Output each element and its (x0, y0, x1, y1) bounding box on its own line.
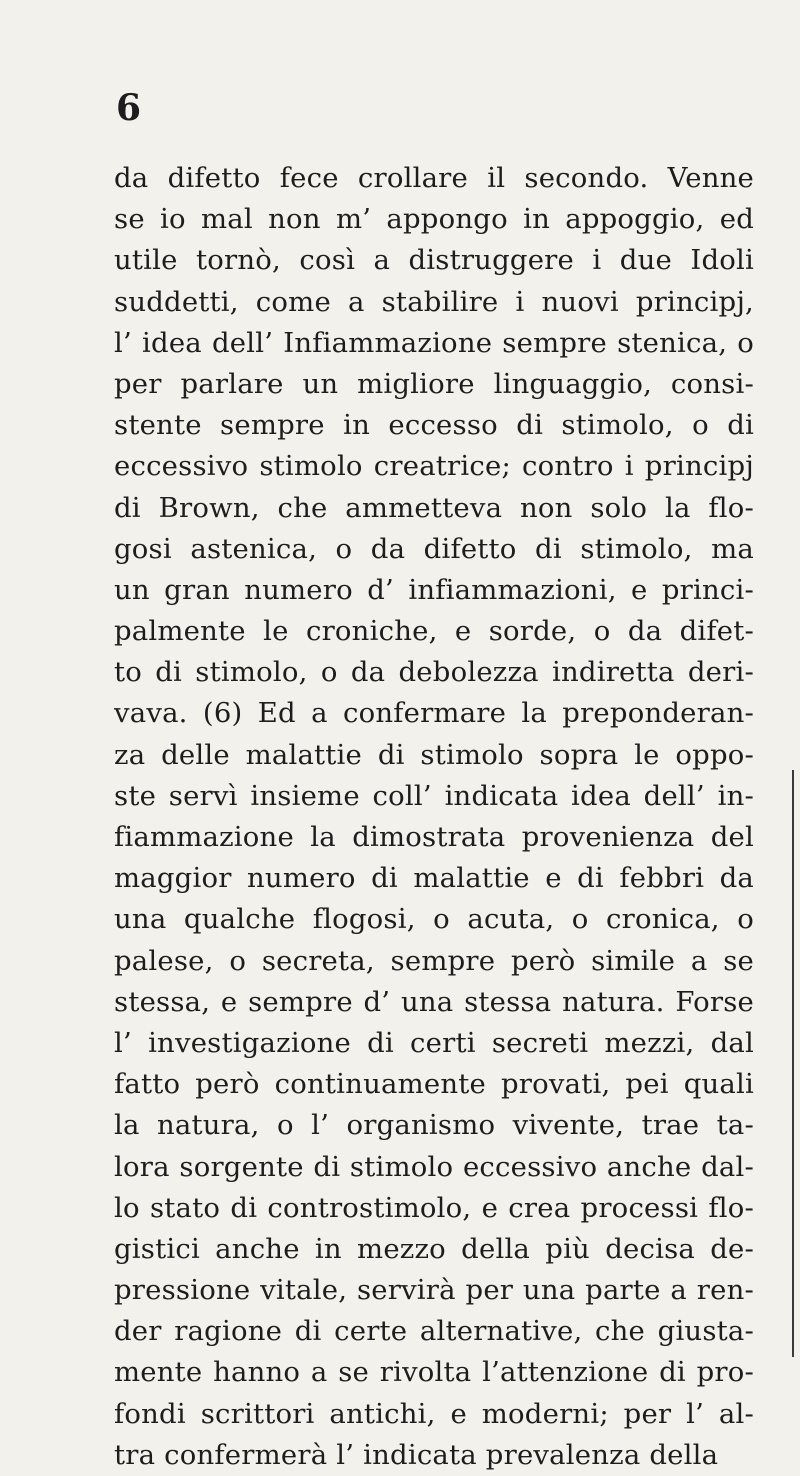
text-line: vava. (6) Ed a confermare la preponderan- (114, 697, 754, 730)
text-line: tra confermerà l’ indicata prevalenza della (114, 1438, 719, 1471)
body-text (114, 158, 754, 1476)
text-line: di Brown, che ammetteva non solo la flo- (114, 491, 754, 524)
text-line: una qualche flogosi, o acuta, o cronica, o (114, 903, 754, 936)
text-line: se io mal non m’ appongo in appoggio, ed (114, 203, 754, 236)
text-line: l’ idea dell’ Infiammazione sempre stenica, o (114, 326, 754, 359)
text-line: der ragione di certe alternative, che giusta- (114, 1315, 754, 1348)
text-line: utile tornò, così a distruggere i due Idoli (114, 244, 754, 277)
text-line: pressione vitale, servirà per una parte a ren- (114, 1274, 754, 1307)
text-line: palese, o secreta, sempre però simile a se (114, 944, 754, 977)
text-line: stessa, e sempre d’ una stessa natura. Forse (114, 985, 754, 1018)
text-line: suddetti, come a stabilire i nuovi principj, (114, 285, 754, 318)
text-line: fatto però continuamente provati, pei quali (114, 1068, 754, 1101)
text-line: fiammazione la dimostrata provenienza del (114, 821, 754, 853)
text-line: mente hanno a se rivolta l’attenzione di pro- (114, 1356, 754, 1389)
text-line: gosi astenica, o da difetto di stimolo, ma (114, 532, 754, 565)
text-line: un gran numero d’ infiammazioni, e princi- (114, 573, 754, 606)
text-line: stente sempre in eccesso di stimolo, o di (114, 409, 754, 442)
text-line: maggior numero di malattie e di febbri da (114, 862, 754, 895)
text-line: la natura, o l’ organismo vivente, trae ta- (114, 1109, 754, 1142)
page-edge-shadow (792, 770, 794, 1357)
text-line: da difetto fece crollare il secondo. Venne (114, 162, 754, 194)
text-line: eccessivo stimolo creatrice; contro i principj (114, 450, 754, 483)
text-line: lo stato di controstimolo, e crea processi flo- (114, 1191, 754, 1224)
text-line: fondi scrittori antichi, e moderni; per l’ al- (114, 1397, 754, 1430)
text-line: lora sorgente di stimolo eccessivo anche dal- (114, 1150, 754, 1183)
text-line: to di stimolo, o da debolezza indiretta deri- (114, 656, 754, 689)
text-line: l’ investigazione di certi secreti mezzi, dal (114, 1026, 754, 1059)
text-line: ste servì insieme coll’ indicata idea dell’ in- (114, 779, 754, 812)
page-number: 6 (116, 87, 142, 129)
text-line: palmente le croniche, e sorde, o da difet- (114, 615, 754, 648)
text-line: per parlare un migliore linguaggio, consi- (114, 367, 754, 400)
text-line: za delle malattie di stimolo sopra le oppo- (114, 738, 754, 771)
text-line: gistici anche in mezzo della più decisa de- (114, 1232, 754, 1265)
